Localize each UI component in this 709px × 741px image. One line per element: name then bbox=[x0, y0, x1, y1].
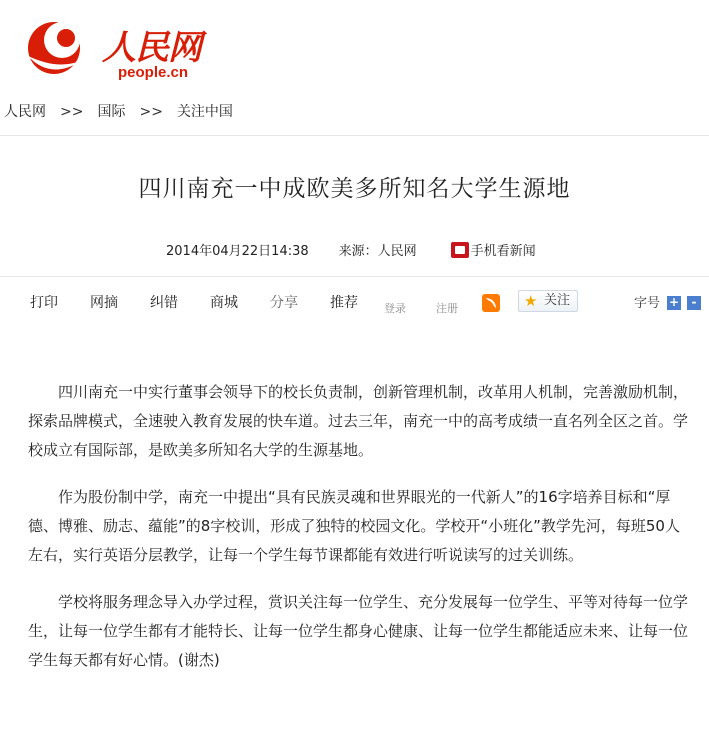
logo-emblem-icon bbox=[22, 12, 102, 82]
article-paragraph: 四川南充一中实行董事会领导下的校长负责制，创新管理机制，改革用人机制，完善激励机制，探索品牌模式，全速驶入教育发展的快车道。过去三年，南充一中的高考成绩一直名列全区之首。学校成立有国际部，是欧美多所知名大学的生源基地。 bbox=[28, 383, 689, 459]
breadcrumb-separator: >> bbox=[139, 104, 163, 120]
breadcrumb-home-link[interactable]: 人民网 bbox=[4, 104, 46, 120]
article-paragraph: 作为股份制中学，南充一中提出“具有民族灵魂和世界眼光的一代新人”的16字培养目标和“厚德、博雅、励志、蕴能”的8字校训，形成了独特的校园文化。学校开“小班化”教学先河，每班50人左右，实行英语分层教学，让每一个学生每节课都能有效进行听说读写的过关训练。 bbox=[28, 488, 680, 564]
logo-english-text: people.cn bbox=[118, 64, 189, 81]
breadcrumb bbox=[4, 101, 233, 121]
article-paragraph: 学校将服务理念导入办学过程，赏识关注每一位学生、充分发展每一位学生、平等对待每一位学生，让每一位学生都有才能特长、让每一位学生都身心健康、让每一位学生都能适应未来、让每一位学生每天都有好心情。(谢杰) bbox=[28, 593, 689, 669]
share-link[interactable]: 分享 bbox=[270, 295, 298, 311]
article-body bbox=[28, 378, 694, 693]
rss-icon[interactable] bbox=[482, 294, 500, 312]
register-link[interactable]: 注册 bbox=[436, 302, 458, 314]
correct-link[interactable]: 纠错 bbox=[150, 295, 178, 311]
breadcrumb-international-link[interactable]: 国际 bbox=[97, 104, 126, 120]
follow-label: 关注 bbox=[544, 293, 571, 308]
star-icon: ★ bbox=[524, 292, 538, 310]
follow-button[interactable] bbox=[518, 290, 578, 312]
font-size-label: 字号 bbox=[634, 296, 661, 311]
mall-link[interactable]: 商城 bbox=[210, 295, 238, 311]
breadcrumb-separator: >> bbox=[60, 104, 84, 120]
people-logo[interactable] bbox=[22, 12, 202, 82]
publish-datetime: 2014年04月22日14:38 bbox=[166, 244, 309, 259]
source-link[interactable]: 人民网 bbox=[377, 244, 417, 259]
mobile-news-label: 手机看新闻 bbox=[470, 244, 536, 259]
excerpt-link[interactable]: 网摘 bbox=[90, 295, 118, 311]
article-title: 四川南充一中成欧美多所知名大学生源地 bbox=[138, 176, 571, 202]
breadcrumb-focus-china-link[interactable]: 关注中国 bbox=[176, 104, 233, 120]
font-increase-button[interactable]: + bbox=[668, 295, 680, 309]
mobile-news-link[interactable] bbox=[451, 240, 536, 259]
recommend-link[interactable]: 推荐 bbox=[330, 295, 358, 311]
mobile-news-icon bbox=[451, 242, 469, 258]
article-meta bbox=[166, 240, 536, 259]
top-divider bbox=[0, 135, 709, 136]
print-link[interactable]: 打印 bbox=[30, 295, 58, 311]
source-label: 来源： bbox=[338, 244, 378, 259]
font-decrease-button[interactable]: - bbox=[687, 296, 701, 310]
login-link[interactable]: 登录 bbox=[384, 302, 406, 314]
logo-chinese-text: 人民网 bbox=[102, 28, 201, 68]
meta-divider bbox=[0, 276, 709, 277]
